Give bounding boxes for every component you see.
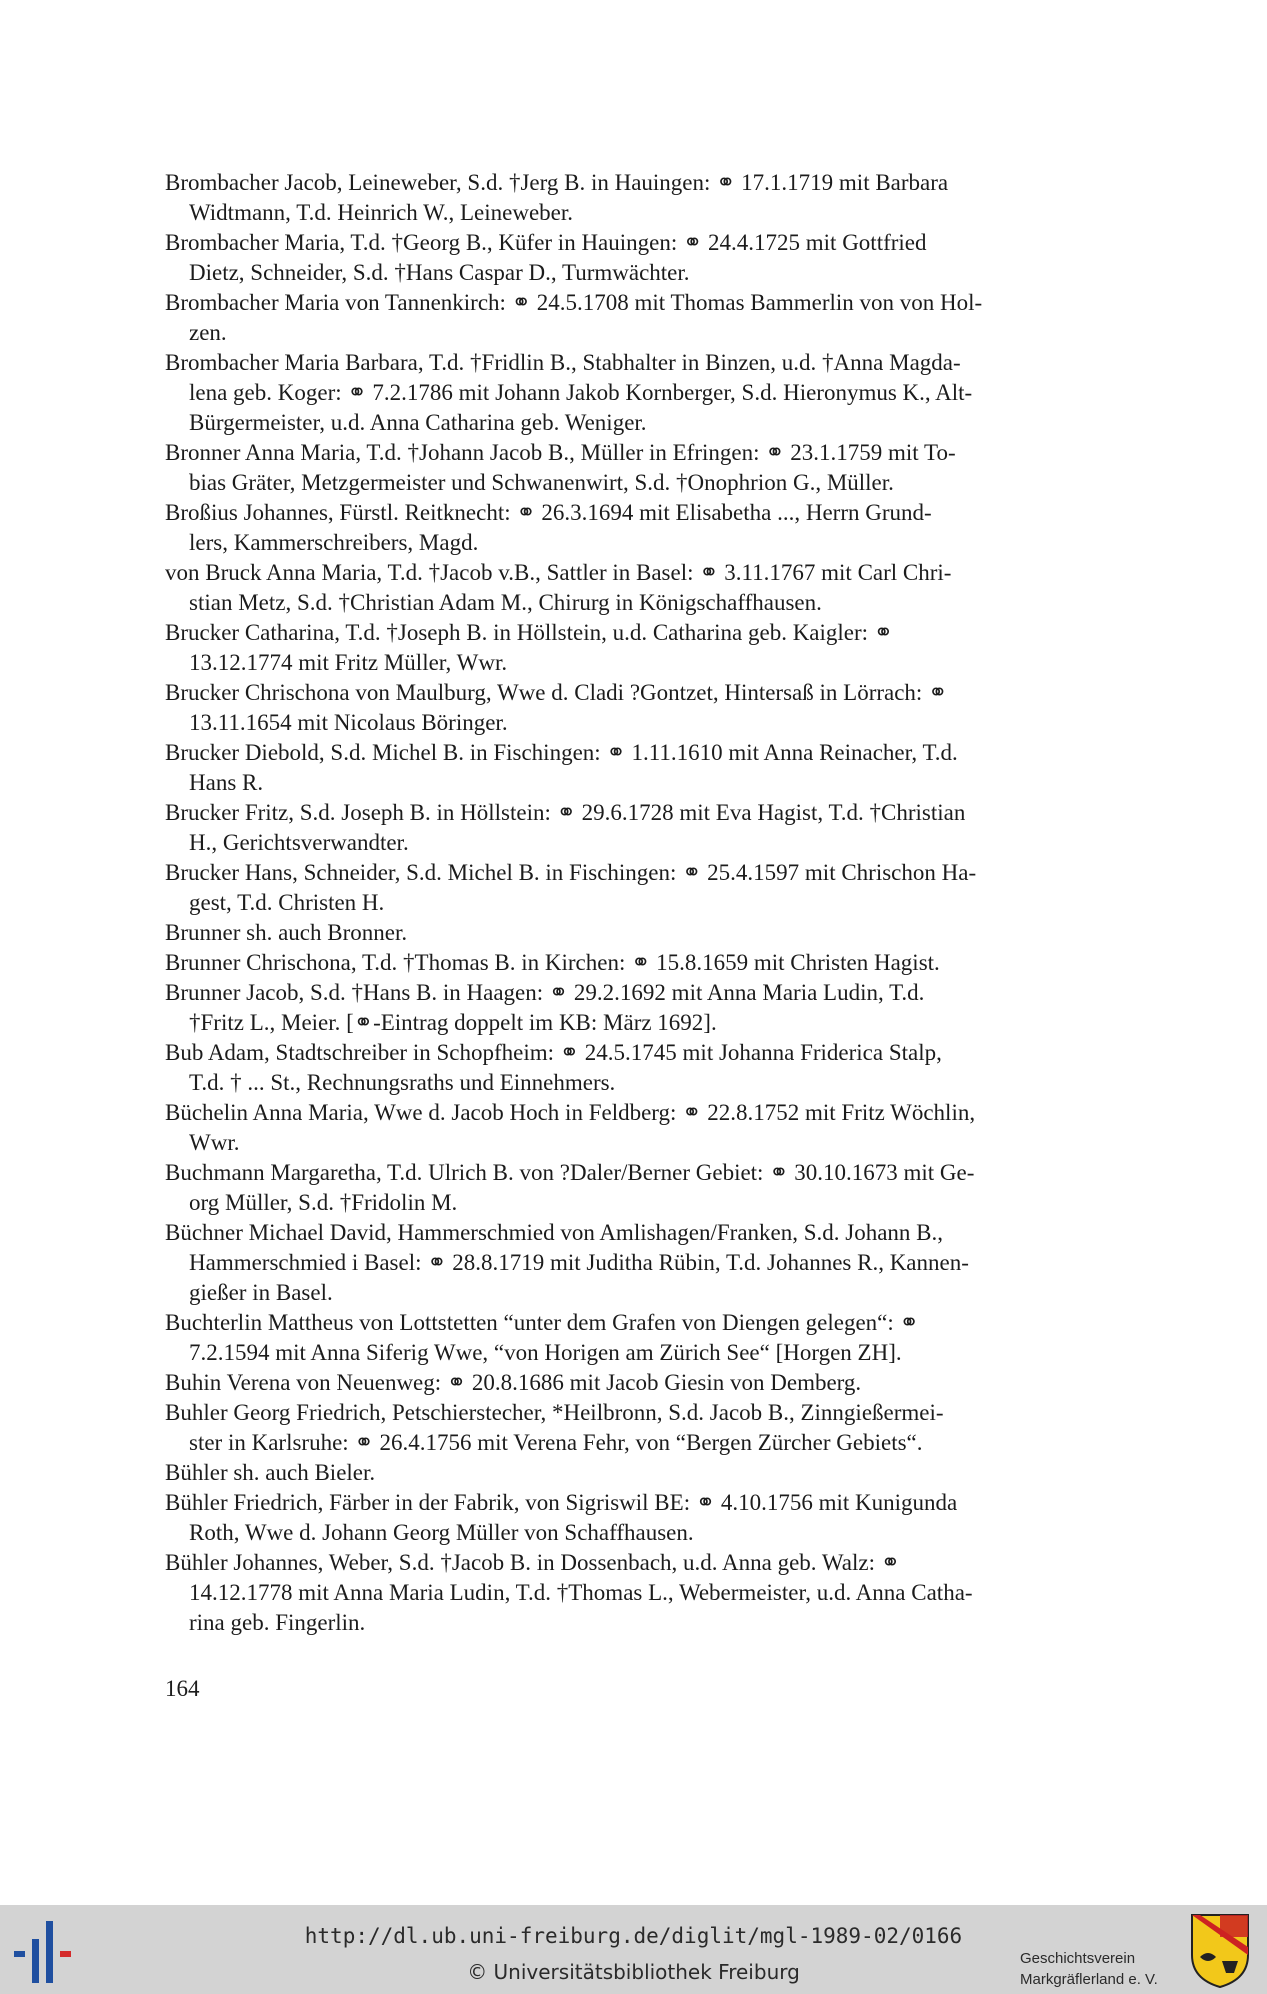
register-entry: Brunner Jacob, S.d. †Hans B. in Haagen: ⚭ 29.2.1692 mit Anna Maria Ludin, T.d. †Fritz L., Meier. [⚭-Eintrag doppelt im KB: März 1692].	[165, 980, 925, 1035]
register-entry: Bronner Anna Maria, T.d. †Johann Jacob B., Müller in Efringen: ⚭ 23.1.1759 mit To- bias Gräter, Metzgermeister und Schwanenwirt, S.d. †Onophrion G., Müller.	[165, 440, 956, 495]
register-entries	[165, 168, 1101, 1638]
register-entry: von Bruck Anna Maria, T.d. †Jacob v.B., Sattler in Basel: ⚭ 3.11.1767 mit Carl Chri- stian Metz, S.d. †Christian Adam M., Chirurg in Königschaffhausen.	[165, 560, 952, 615]
register-entry: Bühler sh. auch Bieler.	[165, 1460, 376, 1485]
register-entry: Buhin Verena von Neuenweg: ⚭ 20.8.1686 mit Jacob Giesin von Demberg.	[165, 1370, 862, 1395]
register-entry: Buchterlin Mattheus von Lottstetten “unter dem Grafen von Diengen gelegen“: ⚭ 7.2.1594 mit Anna Siferig Wwe, “von Horigen am Zürich See“ [Horgen ZH].	[165, 1310, 919, 1365]
register-entry: Brombacher Maria Barbara, T.d. †Fridlin B., Stabhalter in Binzen, u.d. †Anna Magda- lena geb. Koger: ⚭ 7.2.1786 mit Johann Jakob Kornberger, S.d. Hieronymus K., Alt- Bürgermeister, u.d. Anna Catharina geb. Weniger.	[165, 350, 973, 435]
register-entry: Brombacher Maria von Tannenkirch: ⚭ 24.5.1708 mit Thomas Bammerlin von von Hol- zen.	[165, 290, 983, 345]
register-entry: Brucker Catharina, T.d. †Joseph B. in Höllstein, u.d. Catharina geb. Kaigler: ⚭ 13.12.1774 mit Fritz Müller, Wwr.	[165, 620, 894, 675]
footer-bar	[0, 1905, 1267, 1994]
register-entry: Brunner sh. auch Bronner.	[165, 920, 408, 945]
register-entry: Brunner Chrischona, T.d. †Thomas B. in Kirchen: ⚭ 15.8.1659 mit Christen Hagist.	[165, 950, 940, 975]
register-entry: Buhler Georg Friedrich, Petschierstecher, *Heilbronn, S.d. Jacob B., Zinngießermei- ster in Karlsruhe: ⚭ 26.4.1756 mit Verena Fehr, von “Bergen Zürcher Gebiets“.	[165, 1400, 944, 1455]
register-entry: Brucker Hans, Schneider, S.d. Michel B. in Fischingen: ⚭ 25.4.1597 mit Chrischon Ha- gest, T.d. Christen H.	[165, 860, 977, 915]
register-entry: Broßius Johannes, Fürstl. Reitknecht: ⚭ 26.3.1694 mit Elisabetha ..., Herrn Grund- lers, Kammerschreibers, Magd.	[165, 500, 932, 555]
register-entry: Büchner Michael David, Hammerschmied von Amlishagen/Franken, S.d. Johann B., Hammerschmied i Basel: ⚭ 28.8.1719 mit Juditha Rübin, T.d. Johannes R., Kannen- gießer in Basel.	[165, 1220, 969, 1305]
society-name-line: Geschichtsverein	[1020, 1950, 1136, 1967]
page-number: 164	[165, 1676, 200, 1701]
markgraeflerland-crest-icon[interactable]	[1188, 1911, 1252, 1989]
society-name-line: Markgräflerland e. V.	[1020, 1971, 1158, 1988]
register-entry: Bühler Friedrich, Färber in der Fabrik, von Sigriswil BE: ⚭ 4.10.1756 mit Kunigunda Roth, Wwe d. Johann Georg Müller von Schaffhausen.	[165, 1490, 958, 1545]
register-entry: Bub Adam, Stadtschreiber in Schopfheim: ⚭ 24.5.1745 mit Johanna Friderica Stalp, T.d. † ... St., Rechnungsraths und Einnehmers.	[165, 1040, 942, 1095]
register-entry: Brucker Fritz, S.d. Joseph B. in Höllstein: ⚭ 29.6.1728 mit Eva Hagist, T.d. †Christian H., Gerichtsverwandter.	[165, 800, 966, 855]
register-entry: Bühler Johannes, Weber, S.d. †Jacob B. in Dossenbach, u.d. Anna geb. Walz: ⚭ 14.12.1778 mit Anna Maria Ludin, T.d. †Thomas L., Webermeister, u.d. Anna Catha- rina geb. Fingerlin.	[165, 1550, 973, 1635]
register-entry: Büchelin Anna Maria, Wwe d. Jacob Hoch in Feldberg: ⚭ 22.8.1752 mit Fritz Wöchlin, Wwr.	[165, 1100, 976, 1155]
register-entry: Brucker Diebold, S.d. Michel B. in Fischingen: ⚭ 1.11.1610 mit Anna Reinacher, T.d. Hans R.	[165, 740, 958, 795]
register-entry: Buchmann Margaretha, T.d. Ulrich B. von ?Daler/Berner Gebiet: ⚭ 30.10.1673 mit Ge- org Müller, S.d. †Fridolin M.	[165, 1160, 975, 1215]
register-entry: Brombacher Maria, T.d. †Georg B., Küfer in Hauingen: ⚭ 24.4.1725 mit Gottfried Dietz, Schneider, S.d. †Hans Caspar D., Turmwächter.	[165, 230, 927, 285]
footer-copyright: © Universitätsbibliothek Freiburg	[467, 1960, 800, 1984]
register-entry: Brucker Chrischona von Maulburg, Wwe d. Cladi ?Gontzet, Hintersaß in Lörrach: ⚭ 13.11.1654 mit Nicolaus Böringer.	[165, 680, 948, 735]
register-entry: Brombacher Jacob, Leineweber, S.d. †Jerg B. in Hauingen: ⚭ 17.1.1719 mit Barbara Widtmann, T.d. Heinrich W., Leineweber.	[165, 170, 949, 225]
footer-url-link[interactable]: http://dl.ub.uni-freiburg.de/diglit/mgl-1989-02/0166	[304, 1924, 963, 1948]
society-name	[1020, 1948, 1158, 1990]
